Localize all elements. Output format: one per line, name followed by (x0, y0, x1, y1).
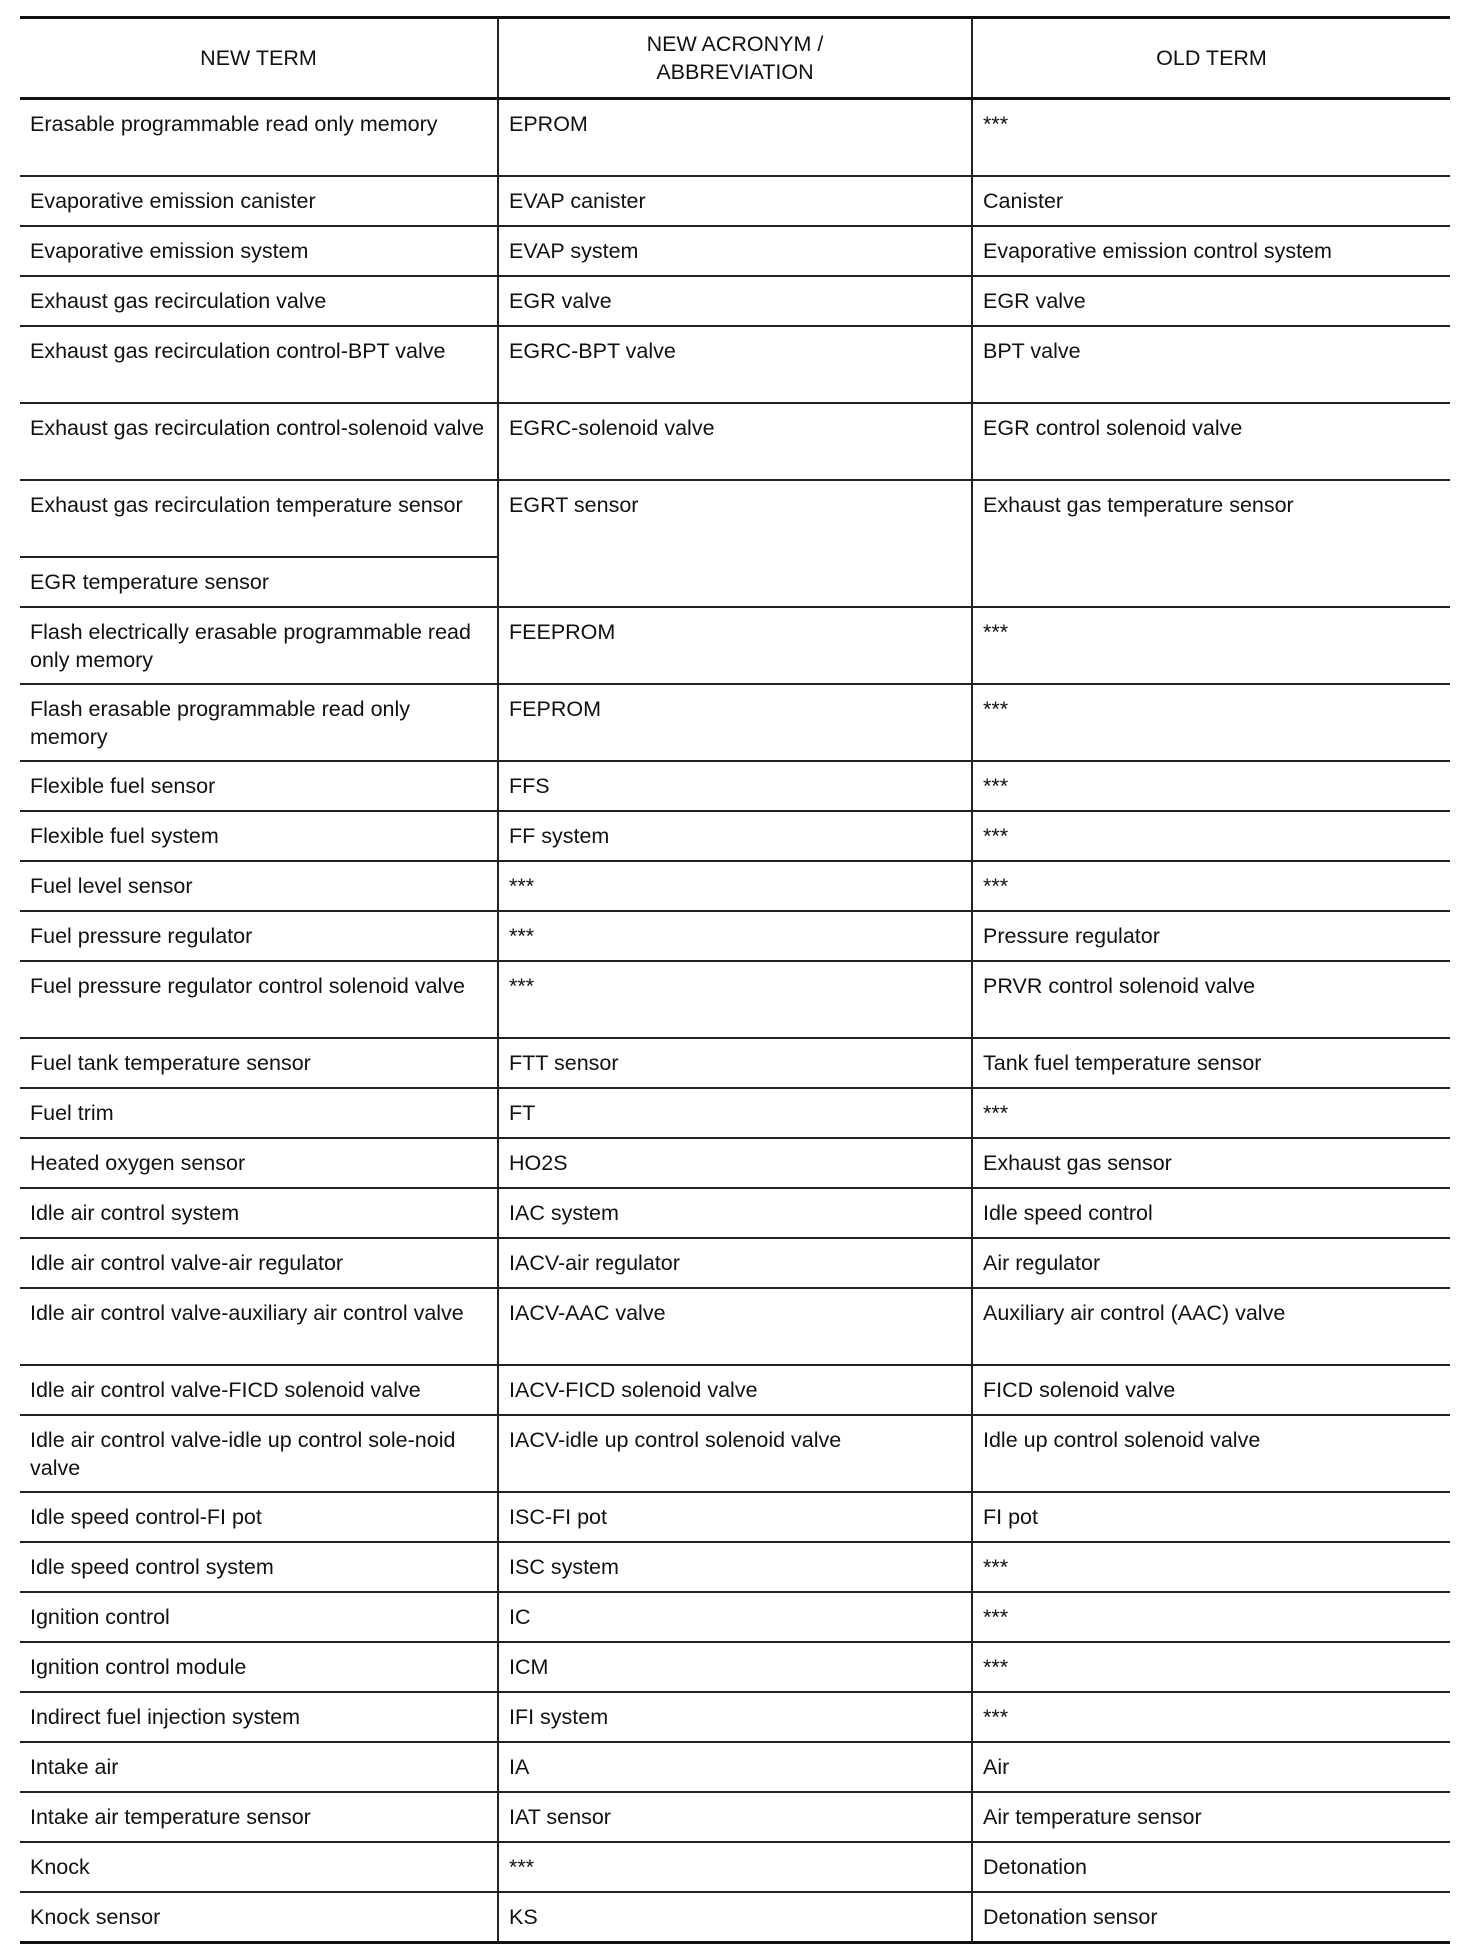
cell-old-term: Exhaust gas temperature sensor (972, 480, 1450, 607)
cell-acronym: IFI system (498, 1692, 972, 1742)
cell-new-term: Indirect fuel injection system (20, 1692, 498, 1742)
table-row (20, 1288, 1450, 1365)
cell-new-term: Knock (20, 1842, 498, 1892)
cell-new-term: Erasable programmable read only memory (20, 99, 498, 177)
table-row (20, 1892, 1450, 1943)
header-new-acronym-line1: NEW ACRONYM / (646, 32, 824, 56)
cell-acronym: EGR valve (498, 276, 972, 326)
cell-old-term: FICD solenoid valve (972, 1365, 1450, 1415)
table-row (20, 403, 1450, 480)
table-row (20, 1088, 1450, 1138)
cell-acronym: *** (498, 1842, 972, 1892)
cell-old-term: *** (972, 607, 1450, 684)
cell-new-term: Idle air control valve-FICD solenoid valve (20, 1365, 498, 1415)
cell-acronym: FFS (498, 761, 972, 811)
cell-acronym: IA (498, 1742, 972, 1792)
table-row (20, 1415, 1450, 1492)
table-row (20, 99, 1450, 177)
cell-acronym: EGRC-BPT valve (498, 326, 972, 403)
cell-new-term: Ignition control module (20, 1642, 498, 1692)
cell-acronym: ICM (498, 1642, 972, 1692)
cell-old-term: Idle speed control (972, 1188, 1450, 1238)
cell-new-term: EGR temperature sensor (20, 557, 498, 607)
cell-old-term: Air regulator (972, 1238, 1450, 1288)
table-row (20, 1792, 1450, 1842)
cell-old-term: Air temperature sensor (972, 1792, 1450, 1842)
cell-new-term: Idle air control valve-air regulator (20, 1238, 498, 1288)
cell-new-term: Exhaust gas recirculation control-BPT valve (20, 326, 498, 403)
cell-acronym: EGRT sensor (498, 480, 972, 607)
table-row (20, 1842, 1450, 1892)
header-old-term: OLD TERM (972, 18, 1450, 99)
table-row (20, 1238, 1450, 1288)
table-row (20, 607, 1450, 684)
cell-old-term: *** (972, 761, 1450, 811)
cell-old-term: EGR control solenoid valve (972, 403, 1450, 480)
cell-old-term: BPT valve (972, 326, 1450, 403)
table-row (20, 176, 1450, 226)
cell-old-term: Evaporative emission control system (972, 226, 1450, 276)
cell-acronym: IAC system (498, 1188, 972, 1238)
cell-new-term: Idle air control valve-idle up control sole-noid valve (20, 1415, 498, 1492)
cell-old-term: Detonation sensor (972, 1892, 1450, 1943)
cell-new-term: Ignition control (20, 1592, 498, 1642)
table-body (20, 99, 1450, 1943)
cell-old-term: *** (972, 1542, 1450, 1592)
cell-new-term: Intake air temperature sensor (20, 1792, 498, 1842)
table-row (20, 226, 1450, 276)
cell-old-term: *** (972, 684, 1450, 761)
header-new-acronym (498, 18, 972, 99)
cell-new-term: Fuel tank temperature sensor (20, 1038, 498, 1088)
cell-old-term: *** (972, 1088, 1450, 1138)
cell-old-term: *** (972, 99, 1450, 177)
table-row (20, 684, 1450, 761)
cell-acronym: FEEPROM (498, 607, 972, 684)
cell-acronym: IACV-idle up control solenoid valve (498, 1415, 972, 1492)
table-row (20, 1188, 1450, 1238)
cell-acronym: FEPROM (498, 684, 972, 761)
table-row (20, 1542, 1450, 1592)
table-row (20, 480, 1450, 557)
cell-new-term: Exhaust gas recirculation valve (20, 276, 498, 326)
cell-old-term: Air (972, 1742, 1450, 1792)
table-row (20, 1692, 1450, 1742)
cell-acronym: IACV-air regulator (498, 1238, 972, 1288)
cell-acronym: EGRC-solenoid valve (498, 403, 972, 480)
cell-old-term: FI pot (972, 1492, 1450, 1542)
cell-new-term: Heated oxygen sensor (20, 1138, 498, 1188)
table-row (20, 1742, 1450, 1792)
cell-old-term: Auxiliary air control (AAC) valve (972, 1288, 1450, 1365)
cell-new-term: Evaporative emission canister (20, 176, 498, 226)
cell-acronym: *** (498, 861, 972, 911)
cell-new-term: Idle speed control system (20, 1542, 498, 1592)
table-row (20, 961, 1450, 1038)
table-header (20, 18, 1450, 99)
cell-old-term: Idle up control solenoid valve (972, 1415, 1450, 1492)
cell-new-term: Idle air control system (20, 1188, 498, 1238)
cell-acronym: EPROM (498, 99, 972, 177)
header-new-term: NEW TERM (20, 18, 498, 99)
table-row (20, 276, 1450, 326)
table-row (20, 1492, 1450, 1542)
cell-new-term: Exhaust gas recirculation control-solenoid valve (20, 403, 498, 480)
table-row (20, 811, 1450, 861)
header-new-acronym-line2: ABBREVIATION (656, 60, 814, 84)
table-row (20, 1038, 1450, 1088)
cell-old-term: PRVR control solenoid valve (972, 961, 1450, 1038)
cell-new-term: Idle air control valve-auxiliary air control valve (20, 1288, 498, 1365)
table-row (20, 326, 1450, 403)
cell-old-term: EGR valve (972, 276, 1450, 326)
cell-acronym: IACV-FICD solenoid valve (498, 1365, 972, 1415)
cell-acronym: EVAP system (498, 226, 972, 276)
cell-acronym: *** (498, 961, 972, 1038)
cell-new-term: Fuel pressure regulator (20, 911, 498, 961)
table-row (20, 1138, 1450, 1188)
cell-acronym: HO2S (498, 1138, 972, 1188)
terminology-page (20, 16, 1450, 1944)
table-row (20, 861, 1450, 911)
cell-acronym: *** (498, 911, 972, 961)
cell-acronym: ISC-FI pot (498, 1492, 972, 1542)
cell-new-term: Idle speed control-FI pot (20, 1492, 498, 1542)
cell-new-term: Knock sensor (20, 1892, 498, 1943)
table-row (20, 761, 1450, 811)
cell-acronym: KS (498, 1892, 972, 1943)
cell-new-term: Fuel trim (20, 1088, 498, 1138)
cell-acronym: FF system (498, 811, 972, 861)
cell-new-term: Flexible fuel sensor (20, 761, 498, 811)
cell-old-term: *** (972, 1642, 1450, 1692)
cell-new-term: Evaporative emission system (20, 226, 498, 276)
cell-acronym: IACV-AAC valve (498, 1288, 972, 1365)
cell-new-term: Flash erasable programmable read only memory (20, 684, 498, 761)
cell-acronym: EVAP canister (498, 176, 972, 226)
header-row (20, 18, 1450, 99)
cell-new-term: Intake air (20, 1742, 498, 1792)
cell-old-term: *** (972, 811, 1450, 861)
table-row (20, 1592, 1450, 1642)
cell-new-term: Fuel level sensor (20, 861, 498, 911)
cell-new-term: Fuel pressure regulator control solenoid valve (20, 961, 498, 1038)
cell-old-term: *** (972, 1592, 1450, 1642)
table-row (20, 911, 1450, 961)
cell-acronym: IAT sensor (498, 1792, 972, 1842)
table-row (20, 1365, 1450, 1415)
cell-new-term: Exhaust gas recirculation temperature sensor (20, 480, 498, 557)
cell-old-term: Tank fuel temperature sensor (972, 1038, 1450, 1088)
cell-acronym: ISC system (498, 1542, 972, 1592)
terminology-table (20, 16, 1450, 1944)
cell-new-term: Flexible fuel system (20, 811, 498, 861)
cell-old-term: *** (972, 861, 1450, 911)
cell-new-term: Flash electrically erasable programmable read only memory (20, 607, 498, 684)
cell-acronym: FTT sensor (498, 1038, 972, 1088)
cell-old-term: *** (972, 1692, 1450, 1742)
cell-old-term: Exhaust gas sensor (972, 1138, 1450, 1188)
cell-old-term: Detonation (972, 1842, 1450, 1892)
cell-old-term: Pressure regulator (972, 911, 1450, 961)
table-row (20, 1642, 1450, 1692)
cell-acronym: IC (498, 1592, 972, 1642)
cell-old-term: Canister (972, 176, 1450, 226)
cell-acronym: FT (498, 1088, 972, 1138)
